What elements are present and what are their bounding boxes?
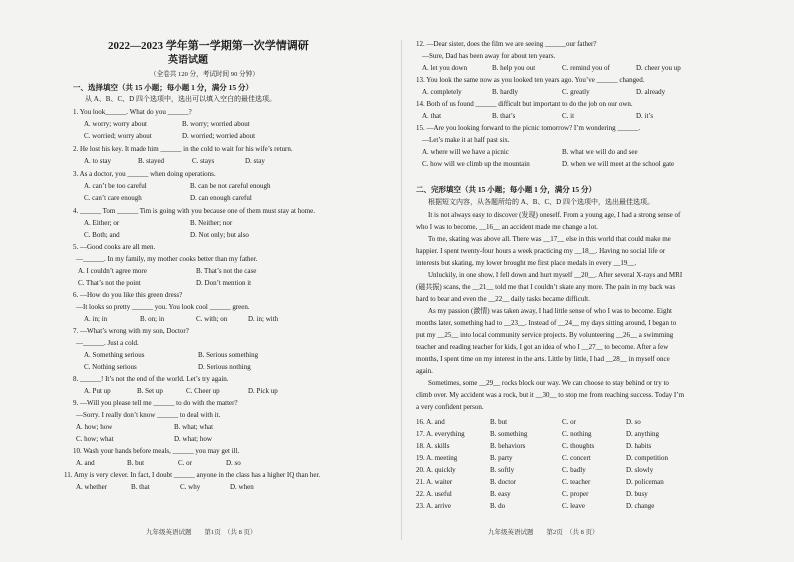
q6-option-b: B. on; in (140, 315, 165, 323)
q7-option-a: A. Something serious (84, 351, 145, 359)
q1-option-c: C. worried; worry about (84, 132, 152, 140)
q6-option-a: A. in; in (84, 315, 108, 323)
q2-option-a: A. to stay (84, 157, 112, 165)
question-13: 13. You look the same now as you looked ten years ago. You’ve ______ changed. (416, 76, 645, 84)
cloze-option: C. teacher (562, 478, 591, 486)
q11-option-b: B. that (131, 483, 150, 491)
passage-line: teacher and reading teacher for kids, I got an idea of who I __27__ to become. After a few (416, 343, 669, 351)
q3-option-d: D. can enough careful (190, 194, 252, 202)
q4-option-c: C. Both; and (84, 231, 120, 239)
question-4: 4. ______ Tom ______ Tim is going with you because one of them must stay at home. (73, 207, 316, 215)
q9-option-b: B. what; what (174, 423, 214, 431)
passage-line: put my __25__ into local community service projects. By volunteering __26__ a swimming (416, 331, 674, 339)
cloze-option: 21. A. waiter (416, 478, 453, 486)
q9-option-a: A. how; how (76, 423, 113, 431)
q6-option-c: C. with; on (196, 315, 228, 323)
cloze-option: B. softly (490, 466, 515, 474)
passage-line: climb over. My accident was a rock, but it __30__ to stop me from reaching success. Today I’m (416, 391, 685, 399)
q12-option-d: D. cheer you up (636, 64, 681, 72)
q14-option-c: C. it (562, 112, 575, 120)
q14-option-b: B. that’s (492, 112, 516, 120)
question-12: 12. —Dear sister, does the film we are seeing ______our father? (416, 40, 597, 48)
question-8: 8. ______! It’s not the end of the world. Let’s try again. (73, 375, 229, 383)
section2-instructions: 根据短文内容，从各题所给的 A、B、C、D 四个选项中，选出最佳选项。 (428, 198, 654, 206)
q11-option-d: D. when (230, 483, 254, 491)
cloze-option: 23. A. arrive (416, 502, 451, 510)
q12-option-c: C. remind you of (562, 64, 610, 72)
cloze-option: B. behaviors (490, 442, 526, 450)
passage-line: (磁共振) scans, the __21__ told me that I couldn’t skate any more. The pain in my back was (416, 283, 676, 291)
cloze-option: D. policeman (626, 478, 664, 486)
score-note: （全卷共 120 分，考试时间 90 分钟） (150, 71, 259, 78)
q7-option-b: B. Serious something (198, 351, 259, 359)
cloze-option: D. slowly (626, 466, 654, 474)
cloze-option: D. change (626, 502, 655, 510)
cloze-option: D. busy (626, 490, 648, 498)
passage-line: It is not always easy to discover (发现) oneself. From a young age, I had a strong sense of (428, 211, 681, 219)
q8-option-a: A. Put up (84, 387, 111, 395)
question-5: 5. —Good cooks are all men. (73, 243, 156, 251)
q8-option-b: B. Set up (137, 387, 163, 395)
question-9: 9. —Will you please tell me ______ to do with the matter? (73, 399, 238, 407)
q15-option-b: B. what we will do and see (562, 148, 638, 156)
passage-line: months, I spent time on my interest in the arts. Little by little, I had __28__ in myself once (416, 355, 670, 363)
cloze-option: C. or (562, 418, 576, 426)
passage-line: happier. I spent twenty-four hours a week practicing my __18__. Having no social life or (416, 247, 666, 255)
q4-option-b: B. Neither; nor (190, 219, 233, 227)
cloze-option: D. habits (626, 442, 652, 450)
q10-option-a: A. and (76, 459, 95, 467)
page-divider (401, 40, 402, 540)
q8-option-c: C. Cheer up (186, 387, 220, 395)
cloze-option: C. leave (562, 502, 585, 510)
q6-option-d: D. in; with (248, 315, 279, 323)
section1-title: 一、选择填空（共 15 小题；每小题 1 分，满分 15 分） (73, 83, 253, 92)
q5-option-a: A. I couldn’t agree more (78, 267, 147, 275)
q10-option-c: C. or (178, 459, 192, 467)
cloze-option: C. proper (562, 490, 589, 498)
cloze-option: D. anything (626, 430, 660, 438)
question-7-reply: —______. Just a cold. (76, 339, 139, 347)
q9-option-c: C. how; what (76, 435, 114, 443)
cloze-option: B. easy (490, 490, 511, 498)
cloze-option: C. badly (562, 466, 586, 474)
cloze-option: D. competition (626, 454, 668, 462)
passage-line: interests but skating, my lower brought me first place medals in every __19__. (416, 259, 637, 267)
passage-line: hard to bear and even the __22__ daily tasks became difficult. (416, 295, 590, 303)
passage-line: who I was to become, __16__ an accident made me change a lot. (416, 223, 598, 231)
passage-line: As my passion (激情) was taken away, I had little sense of who I was to become. Eight (428, 307, 672, 315)
q14-option-a: A. that (422, 112, 442, 120)
cloze-option: C. concert (562, 454, 591, 462)
page-footer-right: 九年级英语试题 第2页 （共 8 页） (488, 529, 599, 536)
question-14: 14. Both of us found ______ difficult but important to do the job on our own. (416, 100, 633, 108)
q13-option-a: A. completely (422, 88, 462, 96)
q5-option-b: B. That’s not the case (196, 267, 257, 275)
q7-option-d: D. Serious nothing (198, 363, 251, 371)
cloze-option: 17. A. everything (416, 430, 465, 438)
q3-option-b: B. can be not careful enough (190, 182, 271, 190)
question-5-reply: —______. In my family, my mother cooks better than my father. (76, 255, 258, 263)
cloze-option: B. something (490, 430, 528, 438)
cloze-option: B. doctor (490, 478, 517, 486)
cloze-option: B. do (490, 502, 506, 510)
cloze-option: C. thoughts (562, 442, 595, 450)
passage-line: Sometimes, some __29__ rocks block our way. We can choose to stay behind or try to (428, 379, 669, 387)
question-11: 11. Amy is very clever. In fact, I doubt ______ anyone in the class has a higher IQ than her. (64, 471, 321, 479)
q1-option-d: D. worried; worried about (182, 132, 256, 140)
q2-option-c: C. stays (192, 157, 215, 165)
question-9-reply: —Sorry. I really don’t know ______ to deal with it. (76, 411, 221, 419)
question-2: 2. He lost his key. It made him ______ in the cold to wait for his wife’s return. (73, 145, 293, 153)
passage-line: Unluckily, in one show, I fell down and hurt myself __20__. After several X-rays and MRI (428, 271, 683, 279)
q1-option-a: A. worry; worry about (84, 120, 147, 128)
q4-option-d: D. Not only; but also (190, 231, 249, 239)
q12-option-b: B. help you out (492, 64, 536, 72)
q3-option-c: C. can’t care enough (84, 194, 142, 202)
q15-option-a: A. where will we have a picnic (422, 148, 509, 156)
question-12-reply: —Sure, Dad has been away for about ten years. (422, 52, 556, 60)
q15-option-c: C. how will we climb up the mountain (422, 160, 530, 168)
q8-option-d: D. Pick up (248, 387, 278, 395)
passage-line: To me, skating was above all. There was __17__ else in this world that could make me (428, 235, 671, 243)
page-footer-left: 九年级英语试题 第1页 （共 8 页） (146, 529, 257, 536)
q1-option-b: B. worry; worried about (182, 120, 250, 128)
cloze-option: 18. A. skills (416, 442, 450, 450)
page-right (404, 0, 794, 562)
q5-option-d: D. Don’t mention it (196, 279, 252, 287)
cloze-option: B. but (490, 418, 508, 426)
q11-option-a: A. whether (76, 483, 108, 491)
section1-instructions: 从 A、B、C、D 四个选项中，选出可以填入空白的最佳选项。 (85, 95, 276, 103)
q15-option-d: D. when we will meet at the school gate (562, 160, 675, 168)
q9-option-d: D. what; how (174, 435, 212, 443)
question-6-reply: —It looks so pretty ______ you. You look cool ______ green. (76, 303, 250, 311)
passage-line: a very confident person. (416, 403, 484, 411)
q7-option-c: C. Nothing serious (84, 363, 137, 371)
question-10: 10. Wash your hands before meals, ______ you may get ill. (73, 447, 240, 455)
q13-option-b: B. hardly (492, 88, 519, 96)
cloze-option: C. nothing (562, 430, 592, 438)
q3-option-a: A. can’t be too careful (84, 182, 147, 190)
q13-option-d: D. already (636, 88, 666, 96)
question-3: 3. As a doctor, you ______ when doing operations. (73, 170, 216, 178)
exam-subtitle: 英语试题 (168, 55, 208, 66)
exam-title: 2022—2023 学年第一学期第一次学情调研 (108, 40, 309, 52)
cloze-option: 19. A. meeting (416, 454, 458, 462)
question-6: 6. —How do you like this green dress? (73, 291, 183, 299)
q10-option-d: D. so (226, 459, 241, 467)
q10-option-b: B. but (127, 459, 145, 467)
q14-option-d: D. it’s (636, 112, 654, 120)
q2-option-d: D. stay (245, 157, 265, 165)
cloze-option: D. so (626, 418, 641, 426)
question-15: 15. —Are you looking forward to the picnic tomorrow? I’m wondering ______. (416, 124, 641, 132)
q5-option-c: C. That’s not the point (78, 279, 141, 287)
cloze-option: 22. A. useful (416, 490, 452, 498)
q11-option-c: C. why (180, 483, 201, 491)
q2-option-b: B. stayed (138, 157, 165, 165)
passage-line: months later, something had to __23__. Instead of __24__ my days sitting around, I began to (416, 319, 677, 327)
q4-option-a: A. Either; or (84, 219, 120, 227)
section2-title: 二、完形填空（共 15 小题；每小题 1 分，满分 15 分） (416, 185, 596, 194)
cloze-option: B. party (490, 454, 513, 462)
q12-option-a: A. let you down (422, 64, 468, 72)
question-15-reply: —Let’s make it at half past six. (422, 136, 510, 144)
q13-option-c: C. greatly (562, 88, 590, 96)
question-7: 7. —What’s wrong with my son, Doctor? (73, 327, 189, 335)
cloze-option: 20. A. quickly (416, 466, 456, 474)
passage-line: again. (416, 367, 433, 375)
question-1: 1. You look______. What do you ______? (73, 108, 192, 116)
cloze-option: 16. A. and (416, 418, 445, 426)
